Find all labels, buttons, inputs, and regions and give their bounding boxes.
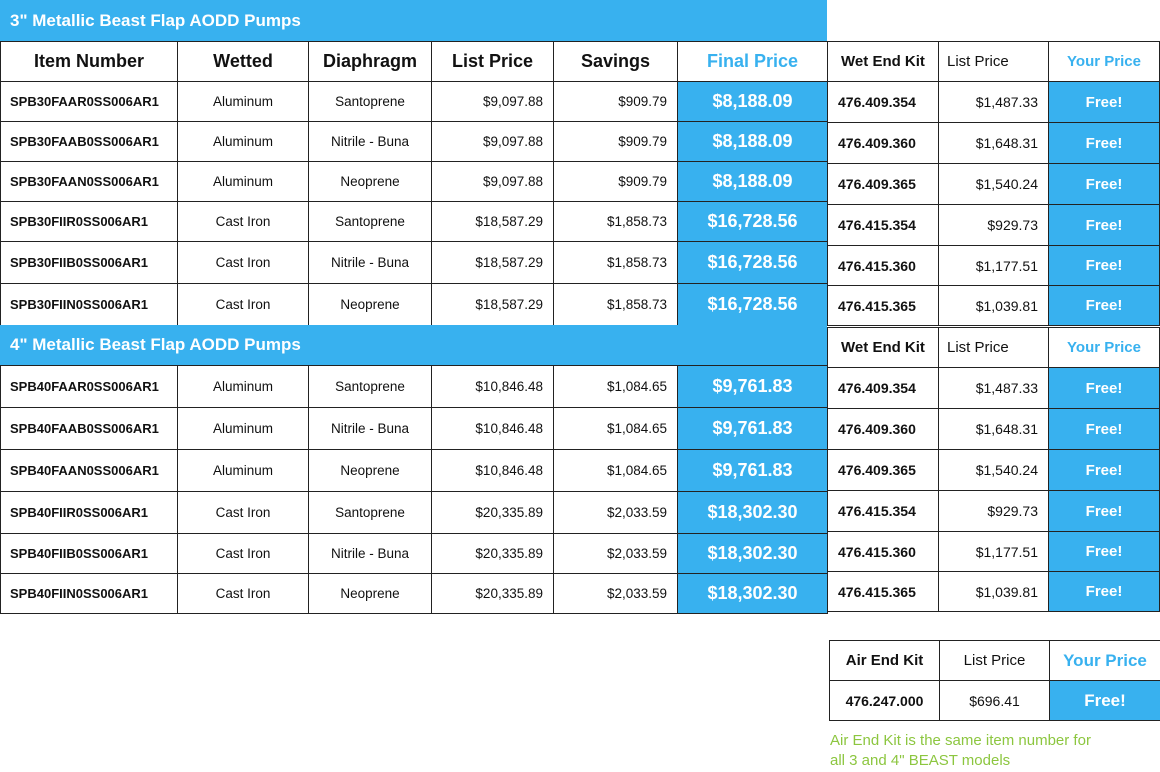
- wet-end-kit-number: 476.415.365: [828, 286, 939, 326]
- wet-end-kit-number: 476.415.360: [828, 532, 939, 572]
- item-number: SPB30FAAN0SS006AR1: [1, 162, 178, 202]
- savings: $1,858.73: [554, 284, 678, 326]
- wet-end-kit-number: 476.409.360: [828, 409, 939, 450]
- diaphragm: Santoprene: [309, 82, 432, 122]
- header-your-price: Your Price: [1049, 328, 1160, 368]
- savings: $2,033.59: [554, 492, 678, 534]
- final-price: $18,302.30: [678, 574, 828, 614]
- table-row: [828, 82, 1160, 123]
- wetted: Cast Iron: [178, 242, 309, 284]
- list-price: $9,097.88: [432, 122, 554, 162]
- table-row: [828, 491, 1160, 532]
- table-row: [1, 162, 828, 202]
- final-price: $16,728.56: [678, 242, 828, 284]
- final-price: $18,302.30: [678, 492, 828, 534]
- diaphragm: Santoprene: [309, 492, 432, 534]
- list-price: $20,335.89: [432, 534, 554, 574]
- item-number: SPB30FIIN0SS006AR1: [1, 284, 178, 326]
- kit-list-price: $1,487.33: [939, 82, 1049, 123]
- list-price: $10,846.48: [432, 450, 554, 492]
- your-price: Free!: [1049, 491, 1160, 532]
- diaphragm: Neoprene: [309, 162, 432, 202]
- wet-end-kit-number: 476.415.365: [828, 572, 939, 612]
- final-price: $16,728.56: [678, 202, 828, 242]
- diaphragm: Nitrile - Buna: [309, 122, 432, 162]
- table-row: [828, 409, 1160, 450]
- table-row: [828, 368, 1160, 409]
- wet-end-kit-number: 476.415.360: [828, 246, 939, 286]
- kit-list-price: $1,039.81: [939, 572, 1049, 612]
- air-end-kit-number: 476.247.000: [830, 681, 940, 721]
- table-row: [1, 284, 828, 326]
- your-price: Free!: [1049, 368, 1160, 409]
- table-row: [828, 532, 1160, 572]
- header-final-price: Final Price: [678, 42, 828, 82]
- wetted: Cast Iron: [178, 202, 309, 242]
- wetted: Aluminum: [178, 122, 309, 162]
- table-row: [828, 286, 1160, 326]
- diaphragm: Neoprene: [309, 284, 432, 326]
- air-end-list-price: $696.41: [940, 681, 1050, 721]
- header-kit-list-price: List Price: [939, 328, 1049, 368]
- final-price: $8,188.09: [678, 162, 828, 202]
- final-price: $9,761.83: [678, 450, 828, 492]
- diaphragm: Neoprene: [309, 574, 432, 614]
- table-row: [828, 205, 1160, 246]
- wetted: Aluminum: [178, 162, 309, 202]
- wetted: Cast Iron: [178, 534, 309, 574]
- diaphragm: Santoprene: [309, 202, 432, 242]
- section-4-wet-end-kit-table: [827, 327, 1160, 612]
- kit-list-price: $929.73: [939, 491, 1049, 532]
- wetted: Cast Iron: [178, 284, 309, 326]
- final-price: $9,761.83: [678, 408, 828, 450]
- wetted: Aluminum: [178, 82, 309, 122]
- savings: $909.79: [554, 82, 678, 122]
- list-price: $18,587.29: [432, 284, 554, 326]
- list-price: $18,587.29: [432, 202, 554, 242]
- final-price: $8,188.09: [678, 122, 828, 162]
- your-price: Free!: [1049, 572, 1160, 612]
- section-4-title: 4" Metallic Beast Flap AODD Pumps: [0, 325, 827, 365]
- table-row: [828, 164, 1160, 205]
- kit-list-price: $1,487.33: [939, 368, 1049, 409]
- kit-list-price: $1,039.81: [939, 286, 1049, 326]
- wet-end-kit-number: 476.415.354: [828, 491, 939, 532]
- table-row: [1, 534, 828, 574]
- item-number: SPB40FAAN0SS006AR1: [1, 450, 178, 492]
- wet-end-kit-number: 476.409.354: [828, 82, 939, 123]
- table-row: [828, 246, 1160, 286]
- savings: $1,858.73: [554, 242, 678, 284]
- section-3-pump-table: [0, 41, 828, 326]
- header-air-your-price: Your Price: [1050, 641, 1160, 681]
- header-wet-end-kit: Wet End Kit: [828, 42, 939, 82]
- savings: $1,084.65: [554, 450, 678, 492]
- header-savings: Savings: [554, 42, 678, 82]
- final-price: $9,761.83: [678, 366, 828, 408]
- list-price: $10,846.48: [432, 408, 554, 450]
- wetted: Aluminum: [178, 450, 309, 492]
- your-price: Free!: [1049, 286, 1160, 326]
- list-price: $9,097.88: [432, 82, 554, 122]
- your-price: Free!: [1049, 123, 1160, 164]
- wet-end-kit-number: 476.409.365: [828, 450, 939, 491]
- your-price: Free!: [1049, 450, 1160, 491]
- your-price: Free!: [1049, 532, 1160, 572]
- wet-end-kit-number: 476.409.365: [828, 164, 939, 205]
- item-number: SPB30FAAR0SS006AR1: [1, 82, 178, 122]
- section-3-wet-end-kit-table: [827, 41, 1160, 326]
- table-row: [1, 574, 828, 614]
- header-your-price: Your Price: [1049, 42, 1160, 82]
- section-4-pump-table: [0, 365, 828, 614]
- list-price: $20,335.89: [432, 492, 554, 534]
- savings: $909.79: [554, 162, 678, 202]
- wetted: Aluminum: [178, 408, 309, 450]
- air-end-kit-table: [829, 640, 1160, 721]
- air-end-note-line-1: Air End Kit is the same item number for: [830, 732, 1091, 749]
- kit-list-price: $1,177.51: [939, 532, 1049, 572]
- list-price: $10,846.48: [432, 366, 554, 408]
- table-row: [828, 450, 1160, 491]
- table-row: [1, 408, 828, 450]
- header-kit-list-price: List Price: [939, 42, 1049, 82]
- table-row: [1, 122, 828, 162]
- header-air-list-price: List Price: [940, 641, 1050, 681]
- table-row: [1, 82, 828, 122]
- table-row: [1, 450, 828, 492]
- header-air-end-kit: Air End Kit: [830, 641, 940, 681]
- item-number: SPB40FAAR0SS006AR1: [1, 366, 178, 408]
- diaphragm: Santoprene: [309, 366, 432, 408]
- wetted: Aluminum: [178, 366, 309, 408]
- table-row: [830, 681, 1160, 721]
- header-diaphragm: Diaphragm: [309, 42, 432, 82]
- wetted: Cast Iron: [178, 492, 309, 534]
- savings: $1,084.65: [554, 366, 678, 408]
- item-number: SPB40FIIR0SS006AR1: [1, 492, 178, 534]
- list-price: $20,335.89: [432, 574, 554, 614]
- item-number: SPB30FAAB0SS006AR1: [1, 122, 178, 162]
- kit-list-price: $1,540.24: [939, 450, 1049, 491]
- table-row: [828, 123, 1160, 164]
- header-wetted: Wetted: [178, 42, 309, 82]
- kit-list-price: $1,648.31: [939, 409, 1049, 450]
- diaphragm: Nitrile - Buna: [309, 242, 432, 284]
- table-row: [1, 492, 828, 534]
- kit-list-price: $1,540.24: [939, 164, 1049, 205]
- header-item-number: Item Number: [1, 42, 178, 82]
- air-end-your-price: Free!: [1050, 681, 1160, 721]
- wet-end-kit-number: 476.415.354: [828, 205, 939, 246]
- diaphragm: Nitrile - Buna: [309, 408, 432, 450]
- kit-list-price: $929.73: [939, 205, 1049, 246]
- air-end-note-line-2: all 3 and 4" BEAST models: [830, 752, 1011, 769]
- list-price: $9,097.88: [432, 162, 554, 202]
- diaphragm: Neoprene: [309, 450, 432, 492]
- wet-end-kit-number: 476.409.360: [828, 123, 939, 164]
- your-price: Free!: [1049, 164, 1160, 205]
- item-number: SPB30FIIR0SS006AR1: [1, 202, 178, 242]
- your-price: Free!: [1049, 246, 1160, 286]
- savings: $1,084.65: [554, 408, 678, 450]
- savings: $1,858.73: [554, 202, 678, 242]
- section-3-title: 3" Metallic Beast Flap AODD Pumps: [0, 0, 827, 41]
- item-number: SPB30FIIB0SS006AR1: [1, 242, 178, 284]
- kit-list-price: $1,177.51: [939, 246, 1049, 286]
- kit-list-price: $1,648.31: [939, 123, 1049, 164]
- final-price: $8,188.09: [678, 82, 828, 122]
- item-number: SPB40FIIN0SS006AR1: [1, 574, 178, 614]
- wet-end-kit-number: 476.409.354: [828, 368, 939, 409]
- table-row: [1, 202, 828, 242]
- item-number: SPB40FAAB0SS006AR1: [1, 408, 178, 450]
- your-price: Free!: [1049, 205, 1160, 246]
- final-price: $18,302.30: [678, 534, 828, 574]
- table-row: [1, 366, 828, 408]
- savings: $2,033.59: [554, 534, 678, 574]
- wetted: Cast Iron: [178, 574, 309, 614]
- final-price: $16,728.56: [678, 284, 828, 326]
- diaphragm: Nitrile - Buna: [309, 534, 432, 574]
- table-row: [1, 242, 828, 284]
- your-price: Free!: [1049, 82, 1160, 123]
- table-row: [828, 572, 1160, 612]
- your-price: Free!: [1049, 409, 1160, 450]
- list-price: $18,587.29: [432, 242, 554, 284]
- item-number: SPB40FIIB0SS006AR1: [1, 534, 178, 574]
- header-list-price: List Price: [432, 42, 554, 82]
- savings: $2,033.59: [554, 574, 678, 614]
- savings: $909.79: [554, 122, 678, 162]
- header-wet-end-kit: Wet End Kit: [828, 328, 939, 368]
